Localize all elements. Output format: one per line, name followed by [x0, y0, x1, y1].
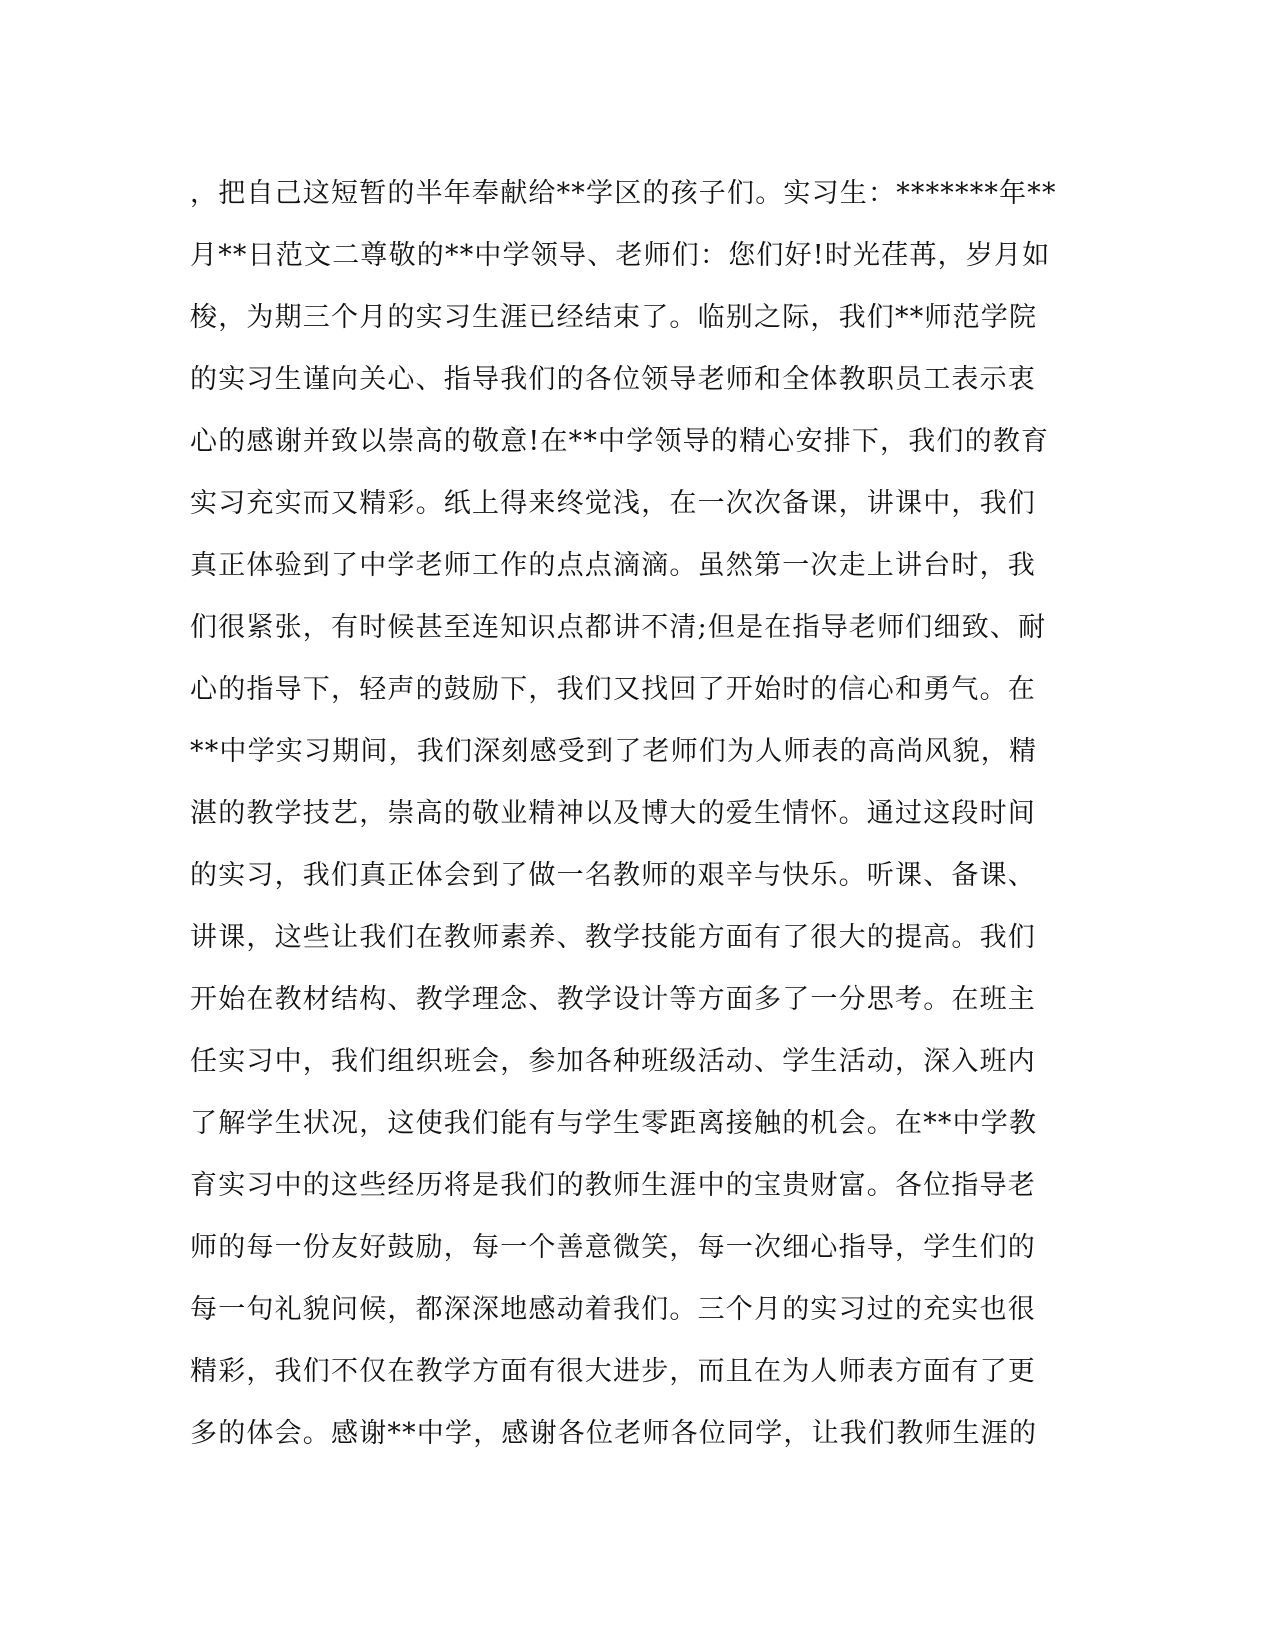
text-line: 育实习中的这些经历将是我们的教师生涯中的宝贵财富。各位指导老 — [190, 1170, 1036, 1201]
text-line: 开始在教材结构、教学理念、教学设计等方面多了一分思考。在班主 — [190, 984, 1036, 1015]
text-line: 多的体会。感谢**中学，感谢各位老师各位同学，让我们教师生涯的 — [190, 1418, 1038, 1449]
text-line: **中学实习期间，我们深刻感受到了老师们为人师表的高尚风貌，精 — [190, 736, 1038, 767]
text-line: 的实习，我们真正体会到了做一名教师的艰辛与快乐。听课、备课、 — [190, 860, 1036, 891]
text-line: 们很紧张，有时候甚至连知识点都讲不清;但是在指导老师们细致、耐 — [190, 612, 1047, 643]
text-line: 每一句礼貌问候，都深深地感动着我们。三个月的实习过的充实也很 — [190, 1294, 1036, 1325]
text-line: 精彩，我们不仅在教学方面有很大进步，而且在为人师表方面有了更 — [190, 1356, 1036, 1387]
text-line: 心的感谢并致以崇高的敬意!在**中学领导的精心安排下，我们的教育 — [190, 426, 1050, 457]
text-line: 月**日范文二尊敬的**中学领导、老师们：您们好!时光荏苒，岁月如 — [190, 240, 1051, 271]
text-line: 的实习生谨向关心、指导我们的各位领导老师和全体教职员工表示衷 — [190, 364, 1036, 395]
text-line: 实习充实而又精彩。纸上得来终觉浅，在一次次备课，讲课中，我们 — [190, 488, 1036, 519]
text-line: 心的指导下，轻声的鼓励下，我们又找回了开始时的信心和勇气。在 — [190, 674, 1036, 705]
text-line: 梭，为期三个月的实习生涯已经结束了。临别之际，我们**师范学院 — [190, 302, 1038, 333]
text-line: 讲课，这些让我们在教师素养、教学技能方面有了很大的提高。我们 — [190, 922, 1036, 953]
text-line: ，把自己这短暂的半年奉献给**学区的孩子们。实习生：*******年** — [190, 178, 1057, 209]
text-line: 任实习中，我们组织班会，参加各种班级活动、学生活动，深入班内 — [190, 1046, 1036, 1077]
body-text — [190, 163, 1090, 1465]
text-line: 了解学生状况，这使我们能有与学生零距离接触的机会。在**中学教 — [190, 1108, 1038, 1139]
text-line: 真正体验到了中学老师工作的点点滴滴。虽然第一次走上讲台时，我 — [190, 550, 1036, 581]
text-line: 湛的教学技艺，崇高的敬业精神以及博大的爱生情怀。通过这段时间 — [190, 798, 1036, 829]
text-line: 师的每一份友好鼓励，每一个善意微笑，每一次细心指导，学生们的 — [190, 1232, 1036, 1263]
